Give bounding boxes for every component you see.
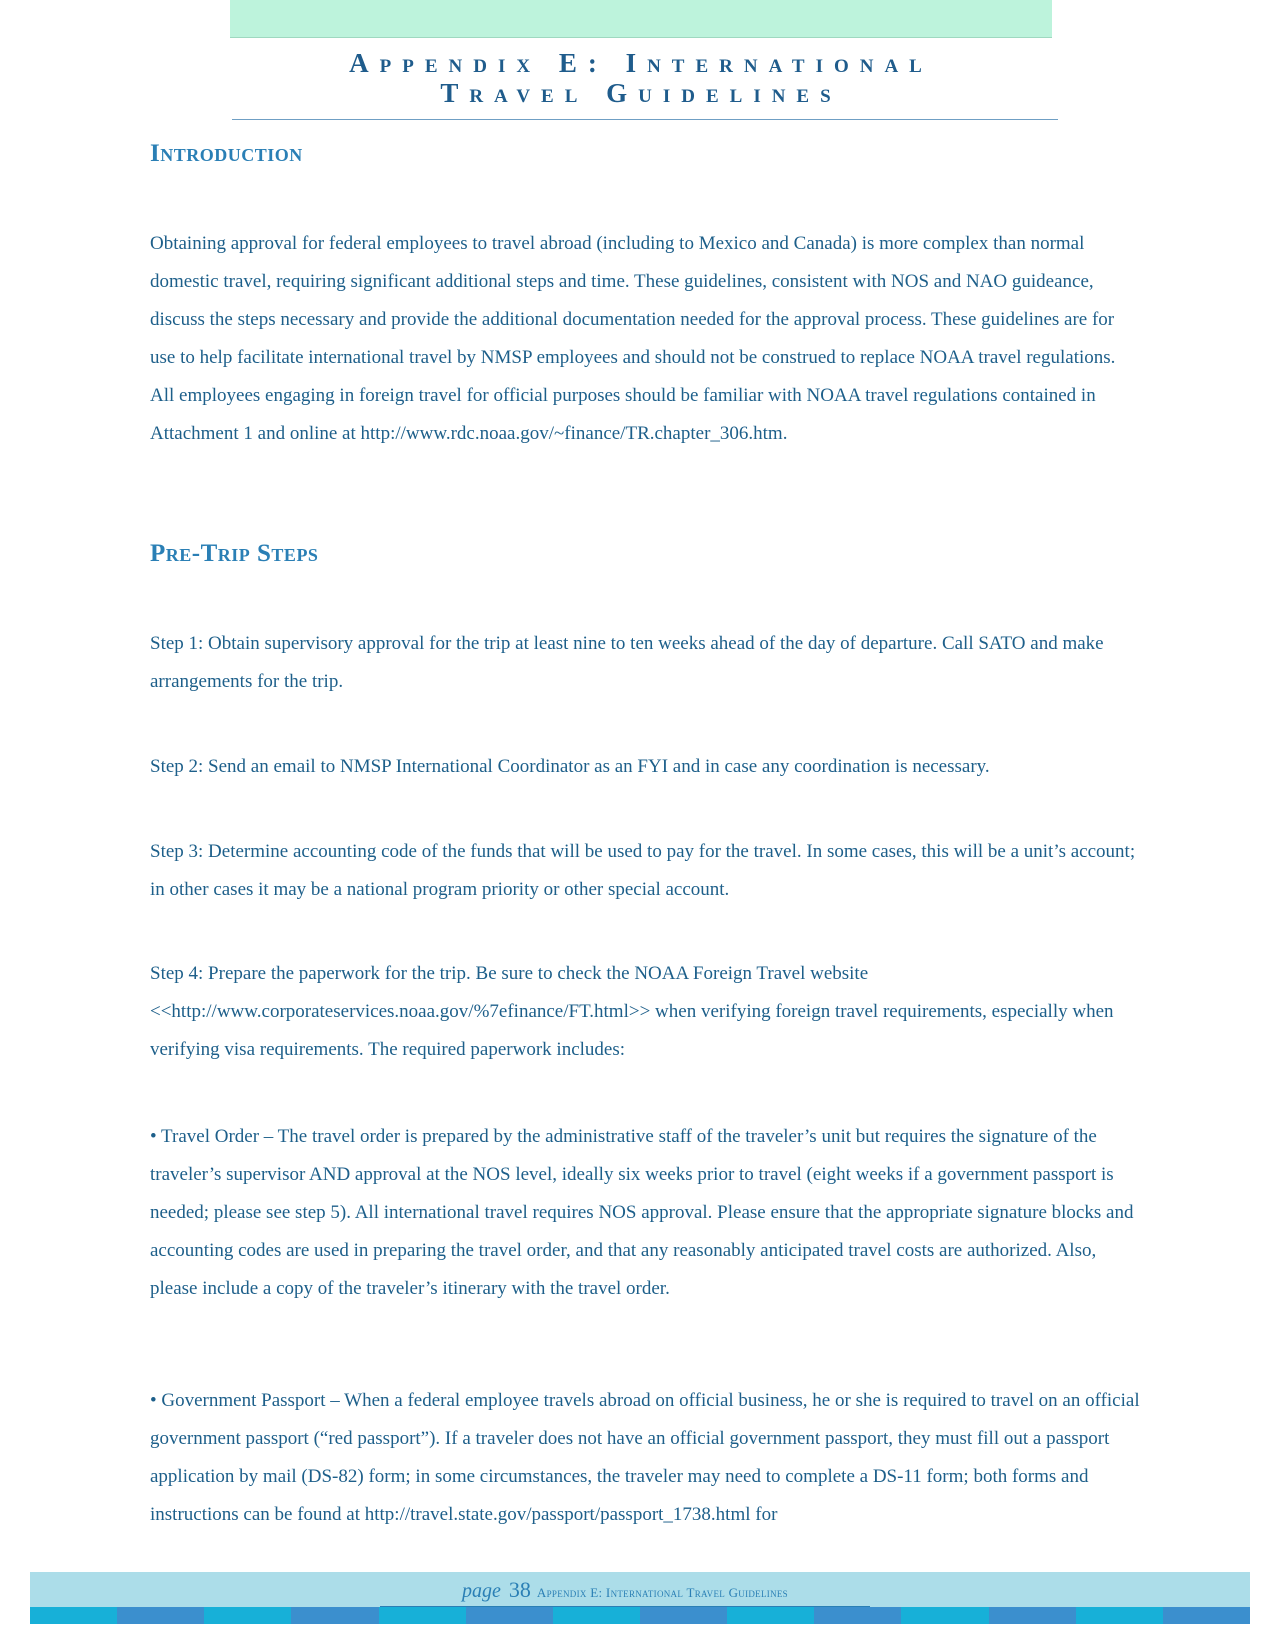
- page-title: [230, 48, 1052, 108]
- footer-stripe: [30, 1607, 1250, 1624]
- title-line-2: Travel Guidelines: [440, 78, 842, 108]
- travel-order-bullet: • Travel Order – The travel order is prepared by the administrative staff of the traveler’s unit but requires the signature of the traveler’s supervisor AND approval at the NOS level, ideally six weeks prior to travel (eight weeks if a government passport is needed; please see step 5). All international travel requires NOS approval. Please ensure that the appropriate signature blocks and accounting codes are used in preparing the travel order, and that any reasonably anticipated travel costs are authorized. Also, please include a copy of the traveler’s itinerary with the travel order.: [150, 1126, 1134, 1299]
- step-1-paragraph: Step 1: Obtain supervisory approval for the trip at least nine to ten weeks ahead of the day of departure. Call SATO and make arrangements for the trip.: [150, 633, 1104, 692]
- section-heading-introduction: Introduction: [150, 140, 303, 167]
- section-heading-pre-trip-steps: Pre-Trip Steps: [150, 540, 319, 567]
- footer-page-label: page: [462, 1580, 501, 1602]
- title-line-1: Appendix E: International: [349, 48, 933, 78]
- page-number: 38: [508, 1577, 531, 1602]
- footer-title: Appendix E: International Travel Guidelines: [536, 1585, 788, 1600]
- step-4-paragraph: Step 4: Prepare the paperwork for the trip. Be sure to check the NOAA Foreign Travel website <<http://www.corporateservices.noaa.gov/%7efinance/FT.html>> when verifying foreign travel requirements, especially when verifying visa requirements. The required paperwork includes:: [150, 963, 1114, 1060]
- step-3-paragraph: Step 3: Determine accounting code of the funds that will be used to pay for the travel. In some cases, this will be a unit’s account; in other cases it may be a national program priority or other special account.: [150, 841, 1136, 900]
- footer: [380, 1572, 870, 1607]
- header-band: [230, 0, 1052, 38]
- intro-paragraph: Obtaining approval for federal employees to travel abroad (including to Mexico and Canada) is more complex than normal domestic travel, requiring significant additional steps and time. These guidelines, consistent with NOS and NAO guideance, discuss the steps necessary and provide the additional documentation needed for the approval process. These guidelines are for use to help facilitate international travel by NMSP employees and should not be construed to replace NOAA travel regulations. All employees engaging in foreign travel for official purposes should be familiar with NOAA travel regulations contained in Attachment 1 and online at http://www.rdc.noaa.gov/~finance/TR.chapter_306.htm.: [150, 233, 1116, 444]
- title-divider: [232, 119, 1058, 120]
- government-passport-bullet: • Government Passport – When a federal employee travels abroad on official business, he or she is required to travel on an official government passport (“red passport”). If a traveler does not have an official government passport, they must fill out a passport application by mail (DS-82) form; in some circumstances, the traveler may need to complete a DS-11 form; both forms and instructions can be found at http://travel.state.gov/passport/passport_1738.html for: [150, 1390, 1140, 1525]
- step-2-paragraph: Step 2: Send an email to NMSP International Coordinator as an FYI and in case any coordination is necessary.: [150, 756, 990, 777]
